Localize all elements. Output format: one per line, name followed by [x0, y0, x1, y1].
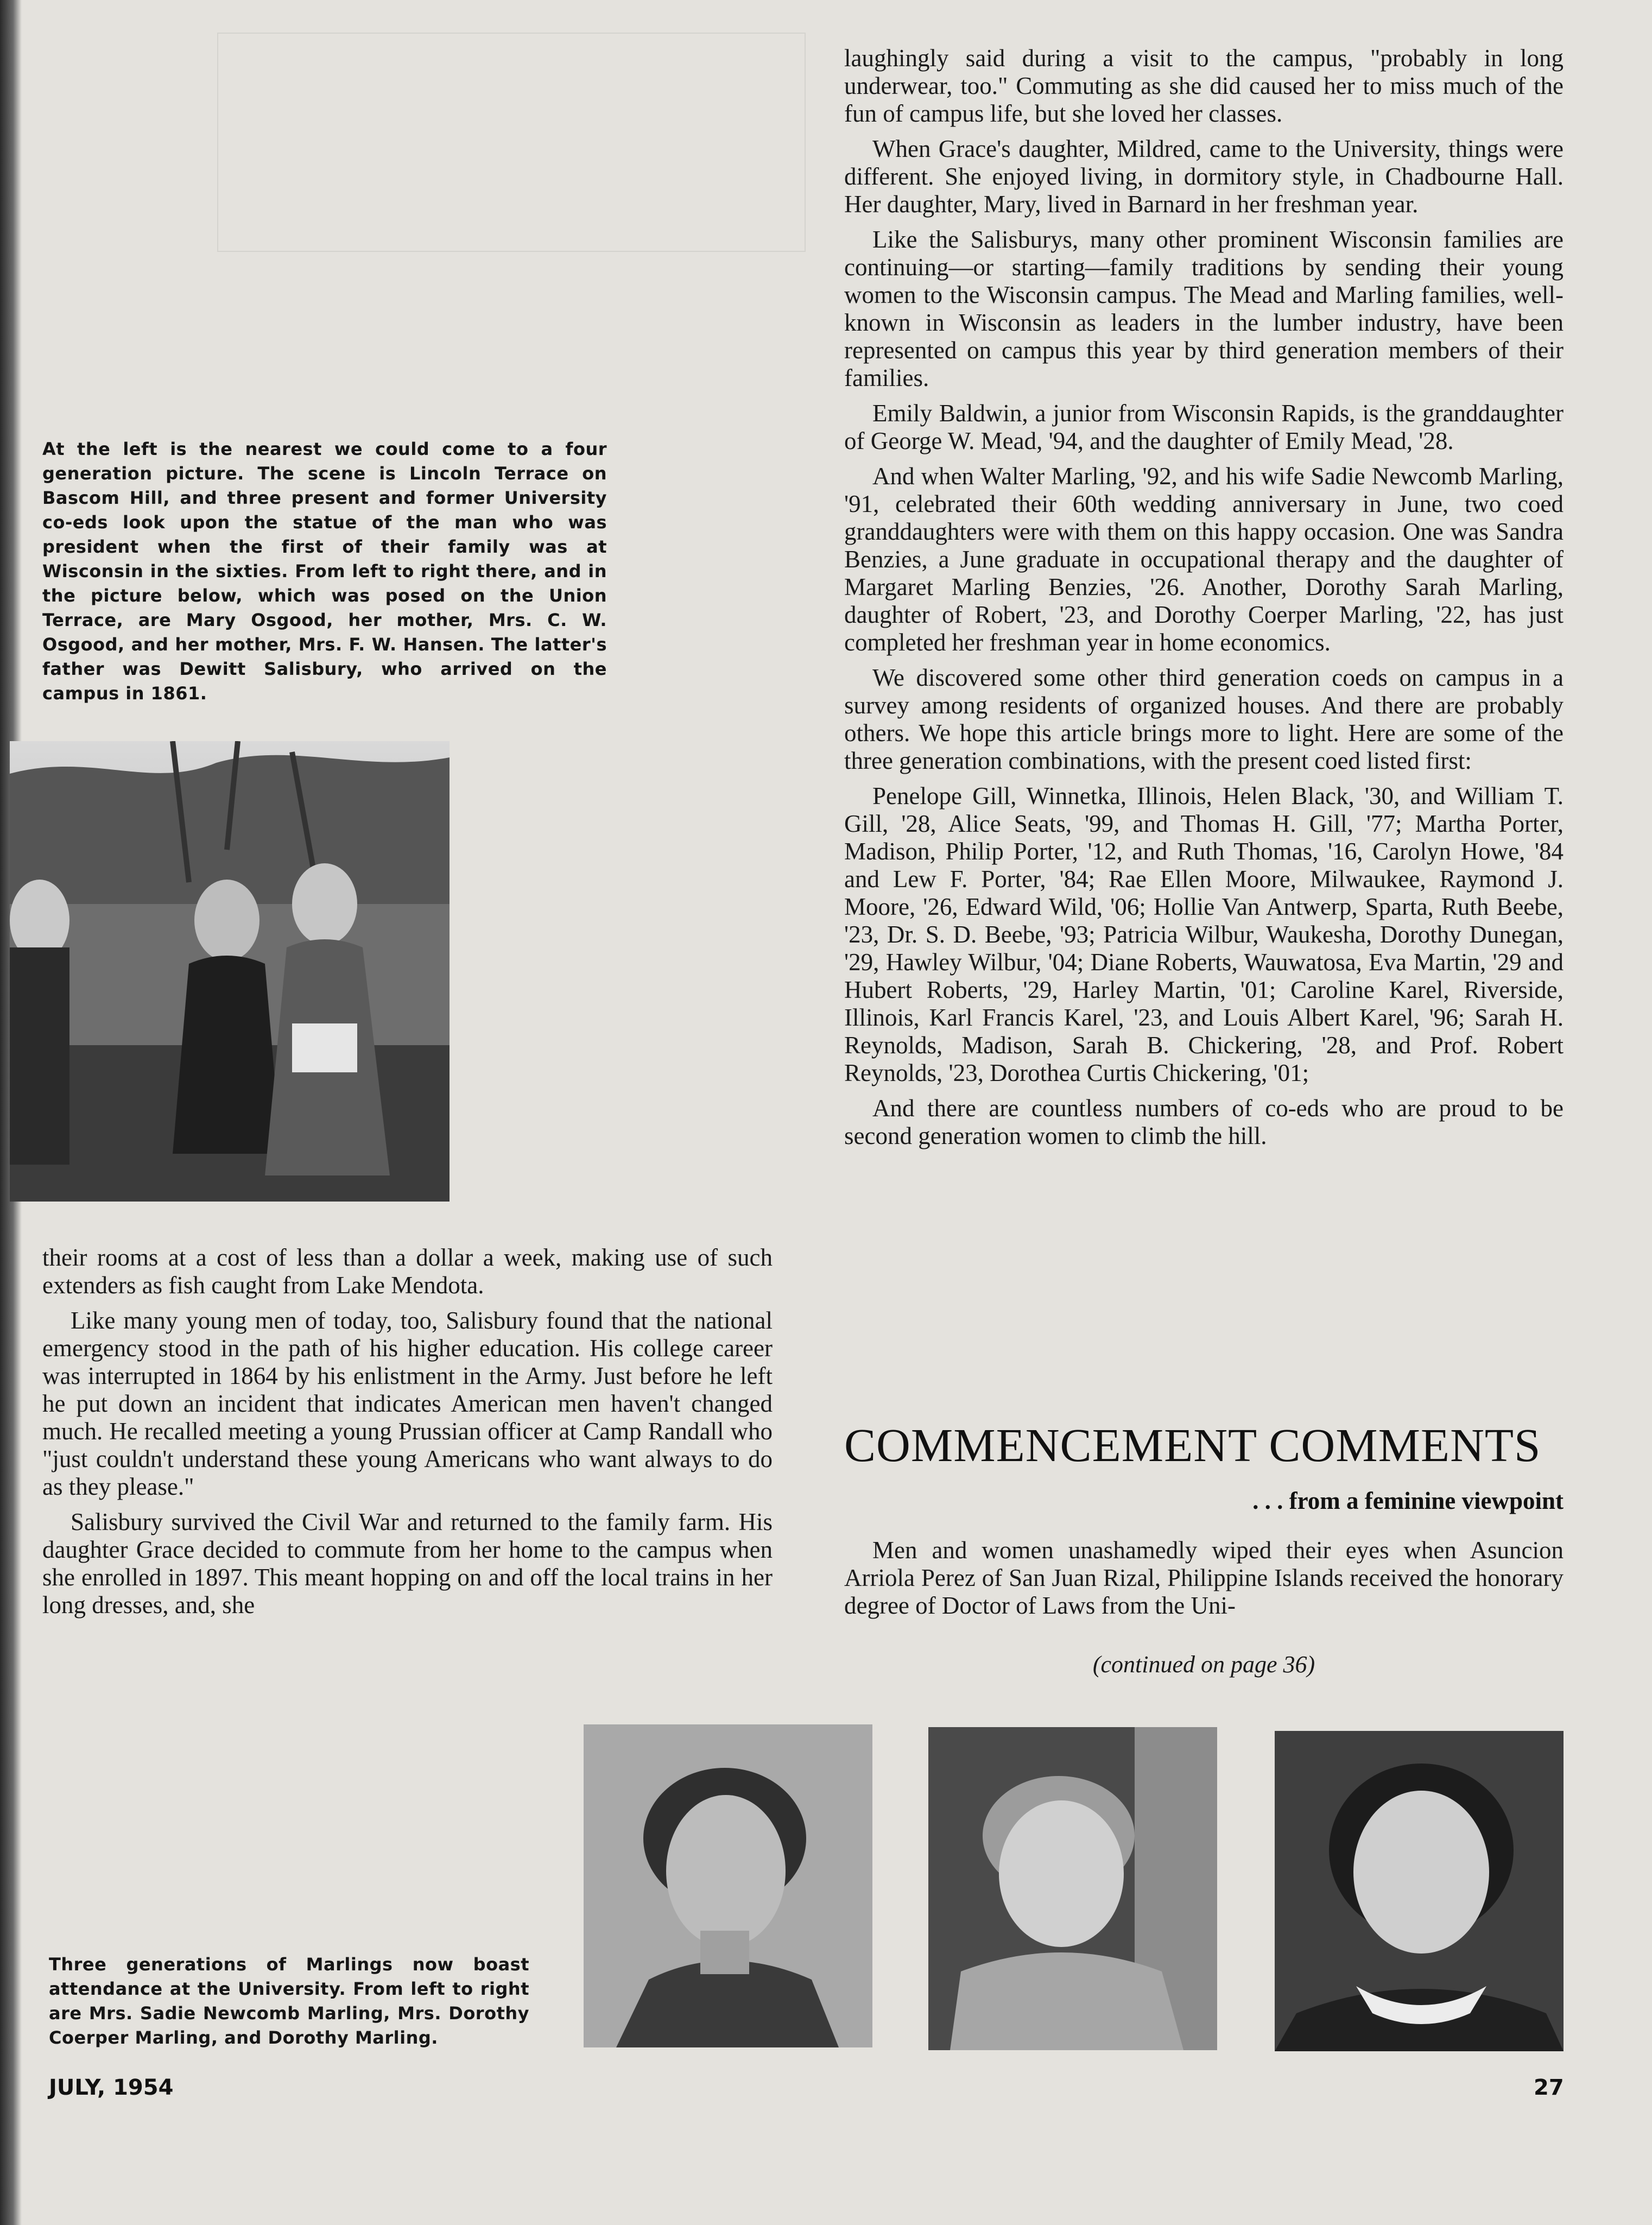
left-column — [42, 1244, 773, 1619]
continued-note: (continued on page 36) — [1092, 1651, 1315, 1678]
left-paragraph: Like many young men of today, too, Salisbury found that the national emergency stood in the path of his higher education. His college career was interrupted in 1864 by his enlistment in the Army. Just before he left he put down an incident that indicates American men haven't changed much. He recalled meeting a young Prussian officer at Camp Randall who "just couldn't understand these young Americans who want always to do as they please." — [42, 1307, 773, 1500]
commencement-text: Men and women unashamedly wiped their eyes when Asuncion Arriola Perez of San Juan Rizal, Philippine Islands received the honorary degree of Doctor of Laws from the Uni- — [844, 1537, 1564, 1619]
right-paragraph: Emily Baldwin, a junior from Wisconsin Rapids, is the granddaughter of George W. Mead, '94, and the daughter of Emily Mead, '28. — [844, 400, 1564, 454]
right-paragraph: When Grace's daughter, Mildred, came to the University, things were different. She enjoyed living, in dormitory style, in Chadbourne Hall. Her daughter, Mary, lived in Barnard in her freshman year. — [844, 135, 1564, 218]
subhead: . . . from a feminine viewpoint — [1252, 1487, 1564, 1514]
right-paragraph: And there are countless numbers of co-eds who are proud to be second generation women to climb the hill. — [844, 1095, 1564, 1149]
bleed-through-frame — [217, 33, 806, 252]
left-paragraph: Salisbury survived the Civil War and returned to the family farm. His daughter Grace decided to commute from her home to the campus when she enrolled in 1897. This meant hopping on and off the local trains in her long dresses, and, she — [42, 1508, 773, 1619]
photo-lincoln-terrace-image — [10, 741, 450, 1202]
right-paragraph: We discovered some other third generation coeds on campus in a survey among residents of organized houses. And there are probably others. We hope this article brings more to light. Here are some of the three generation combinations, with the present coed listed first: — [844, 664, 1564, 774]
photo-lincoln-terrace — [10, 741, 450, 1202]
caption-top: At the left is the nearest we could come to a four generation picture. The scene is Lincoln Terrace on Bascom Hill, and three present and former University co-eds look upon the statue of the man who was president when the first of their family was at Wisconsin in the sixties. From left to right there, and in the picture below, which was posed on the Union Terrace, are Mary Osgood, her mother, Mrs. C. W. Osgood, and her mother, Mrs. F. W. Hansen. The latter's father was Dewitt Salisbury, who arrived on the campus in 1861. — [42, 439, 607, 704]
right-paragraph: Penelope Gill, Winnetka, Illinois, Helen Black, '30, and William T. Gill, '28, Alice Seats, '99, and Thomas H. Gill, '77; Martha Porter, Madison, Philip Porter, '12, and Ruth Thomas, '16, Carolyn Howe, '84 and Lew F. Porter, '84; Rae Ellen Moore, Milwaukee, Raymond J. Moore, '26, Edward Wild, '06; Hollie Van Antwerp, Sparta, Ruth Beebe, '23, Dr. S. D. Beebe, '93; Patricia Wilbur, Waukesha, Dorothy Dunegan, '29, Hawley Wilbur, '04; Diane Roberts, Wauwatosa, Eva Martin, '29 and Hubert Roberts, '29, Harley Martin, '01; Caroline Karel, Riverside, Illinois, Karl Francis Karel, '23, and Louis Albert Karel, '96; Sarah H. Reynolds, Madison, Sarah B. Chickering, '28, and Prof. Robert Reynolds, '23, Dorothea Curtis Chickering, '01; — [844, 782, 1564, 1086]
right-paragraph: Like the Salisburys, many other prominent Wisconsin families are continuing—or starting—family traditions by sending their young women to the Wisconsin campus. The Mead and Marling families, well-known in Wisconsin as leaders in the lumber industry, have been represented on campus this year by third generation members of their families. — [844, 226, 1564, 391]
portrait-sadie-marling — [584, 1724, 872, 2047]
right-paragraph: And when Walter Marling, '92, and his wife Sadie Newcomb Marling, '91, celebrated their 60th wedding anniversary in June, two coed granddaughters were with them on this happy occasion. One was Sandra Benzies, a June graduate in occupational therapy and the daughter of Margaret Marling Benzies, '26. Another, Dorothy Sarah Marling, daughter of Robert, '23, and Dorothy Coerper Marling, '22, has just completed her freshman year in home economics. — [844, 463, 1564, 656]
portrait-dorothy-coerper-image — [928, 1727, 1217, 2050]
headline: COMMENCEMENT COMMENTS — [844, 1419, 1541, 1471]
portrait-dorothy-marling — [1275, 1731, 1564, 2051]
footer-date: JULY, 1954 — [49, 2075, 174, 2100]
page-number: 27 — [1534, 2075, 1564, 2100]
right-column — [844, 45, 1564, 1150]
left-paragraph: their rooms at a cost of less than a dollar a week, making use of such extenders as fish caught from Lake Mendota. — [42, 1244, 773, 1299]
portrait-dorothy-coerper-marling — [928, 1727, 1217, 2050]
portrait-sadie-image — [584, 1724, 872, 2047]
right-paragraph: laughingly said during a visit to the campus, "probably in long underwear, too." Commuting as she did caused her to miss much of the fun of campus life, but she loved her classes. — [844, 45, 1564, 127]
portrait-dorothy-marling-image — [1275, 1731, 1564, 2051]
caption-bottom: Three generations of Marlings now boast attendance at the University. From left to right are Mrs. Sadie Newcomb Marling, Mrs. Dorothy Coerper Marling, and Dorothy Marling. — [49, 1954, 529, 2048]
commencement-paragraph — [844, 1537, 1564, 1620]
